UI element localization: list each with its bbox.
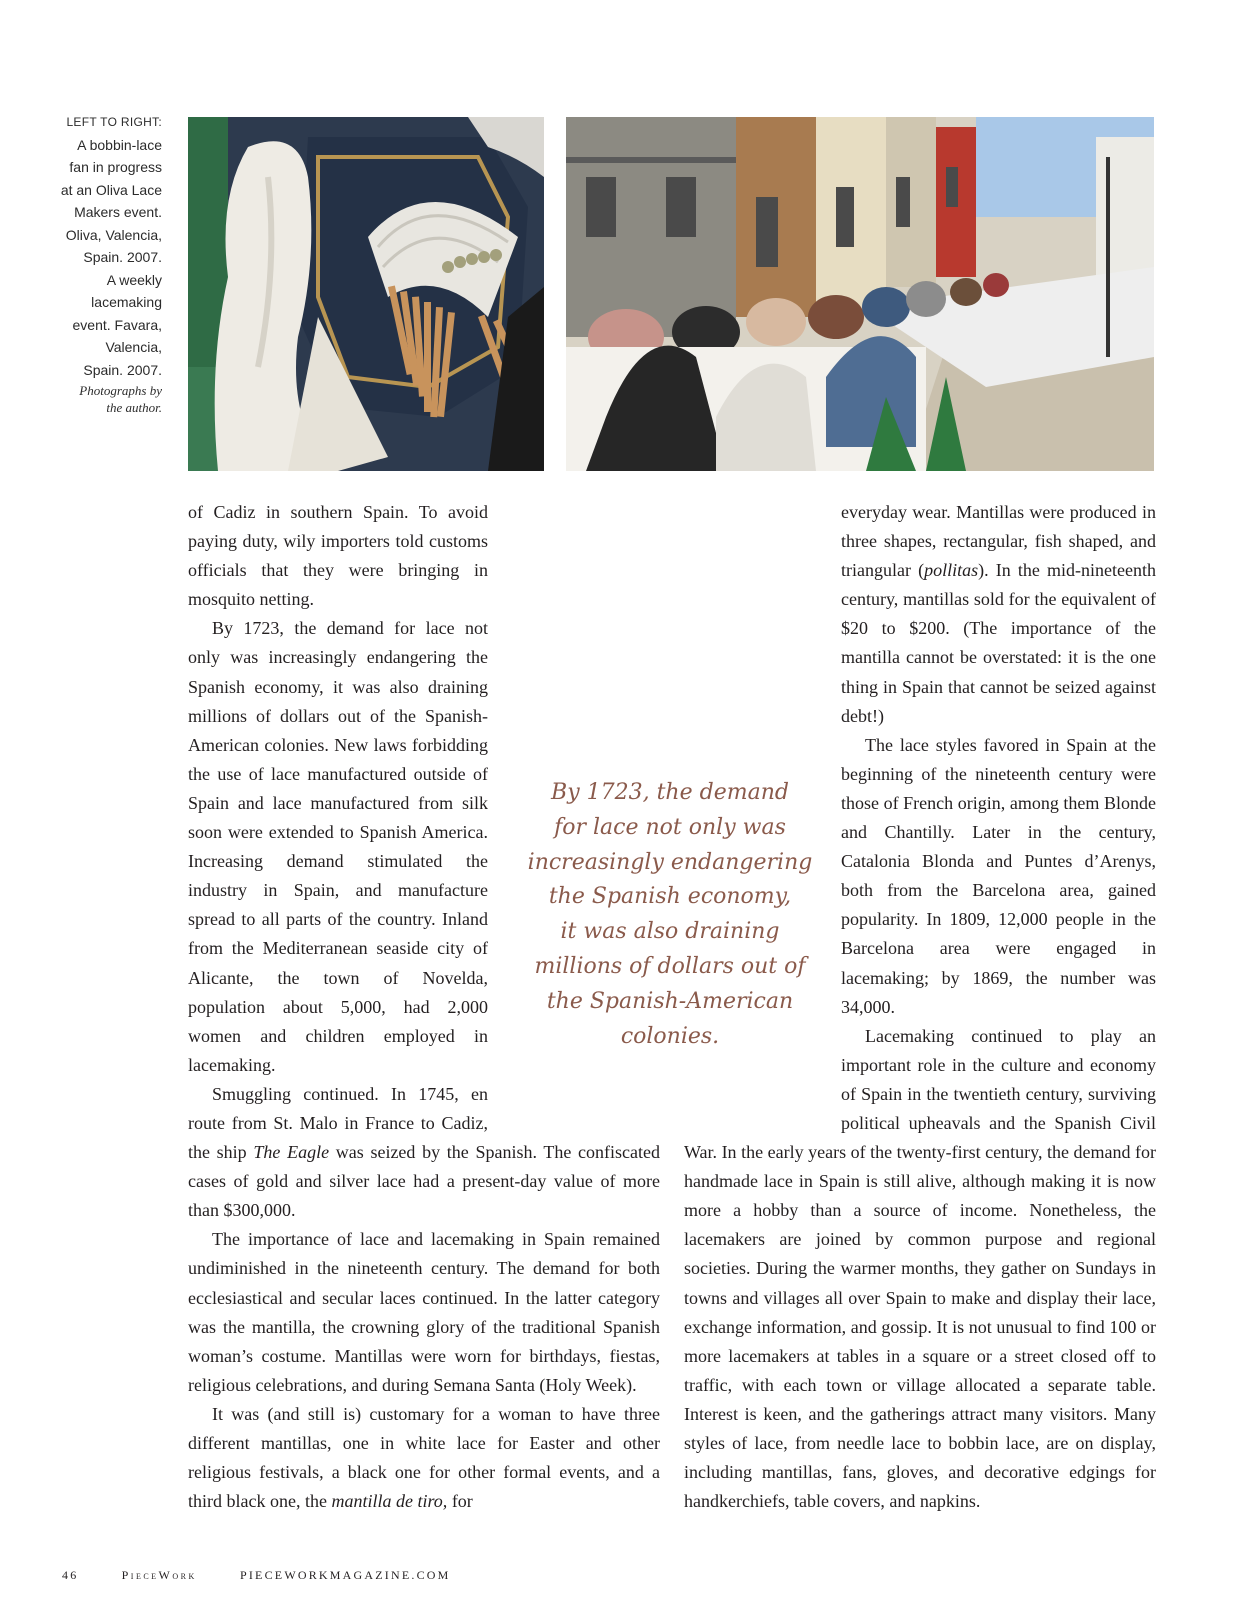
paragraph-text: ). In the mid-nineteenth century, mantillas sold for the equivalent of $20 to $200. (The importance of the mantilla cannot be overstated: it is the one thing in Spain that cannot be seized against debt!) xyxy=(841,560,1156,726)
caption-line: Makers event. xyxy=(74,204,162,220)
pull-quote-line: it was also draining xyxy=(560,919,780,945)
caption-heading: LEFT TO RIGHT: xyxy=(66,115,162,129)
paragraph: Lacemaking continued to play an important role in the culture and economy of Spain in the twentieth century, surviving political upheavals and the Spanish Civil War. In the early years of the twenty-first century, the demand for handmade lace in Spain is still alive, although making it is now more a hobby than a source of income. Nonetheless, the lacemakers are joined by common purpose and regional societies. During the warmer months, they gather on Sundays in towns and villages all over Spain to make and display their lace, exchange information, and gossip. It is not unusual to find 100 or more lacemakers at tables in a square or a street closed off to traffic, with each town or village allocated a separate table. Interest is keen, and the gatherings attract many visitors. Many styles of lace, from needle lace to bobbin lace, are on display, including mantillas, fans, gloves, and decorative edgings for handkerchiefs, table covers, and napkins. xyxy=(684,1025,1156,1512)
photo-credit xyxy=(40,382,162,416)
pull-quote-line: colonies. xyxy=(620,1023,720,1049)
caption-line: fan in progress xyxy=(69,159,162,175)
paragraph: The importance of lace and lacemaking in Spain remained undiminished in the nineteenth century. The demand for both ecclesiastical and secular laces continued. In the latter category was the mantilla, the crowning glory of the traditional Spanish woman’s costume. Mantillas were worn for birthdays, fiestas, religious celebrations, and during Semana Santa (Holy Week). xyxy=(188,1229,660,1395)
paragraph-text: It was (and still is) customary for a woman to have three different mantillas, one in white lace for Easter and other religious festivals, a black one for other formal events, and a third black one, the xyxy=(188,1403,660,1512)
caption-line: event. Favara, xyxy=(72,316,162,333)
ship-name: The Eagle xyxy=(253,1142,330,1163)
photo-caption xyxy=(40,110,162,416)
paragraph: The lace styles favored in Spain at the beginning of the nineteenth century were those of French origin, among them Blonde and Chantilly. Later in the century, Catalonia Blonda and Puntes d’Arenys, both from the Barcelona area, gained popularity. In 1809, 12,000 people in the Barcelona area were engaged in lacemaking; by 1869, the number was 34,000. xyxy=(841,734,1156,1017)
article-column-left xyxy=(188,498,660,1516)
photo-street-lacemaking-event xyxy=(566,117,1154,471)
caption-line: Spain. 2007. xyxy=(83,361,162,378)
italic-term: mantilla de tiro, xyxy=(331,1491,448,1512)
paragraph xyxy=(188,1400,660,1516)
paragraph xyxy=(684,498,1156,731)
caption-line: A weekly xyxy=(106,271,162,288)
page-footer xyxy=(62,1568,489,1583)
pull-quote-line: the Spanish economy, xyxy=(548,884,792,910)
italic-term: pollitas xyxy=(924,560,979,581)
pull-quote-line: By 1723, the demand xyxy=(551,780,789,805)
pull-quote-gap xyxy=(684,729,841,1109)
caption-line: Spain. 2007. xyxy=(83,249,162,265)
paragraph: By 1723, the demand for lace not only was increasingly endangering the Spanish economy, it was also draining millions of dollars out of the Spanish-American colonies. New laws forbidding the use of lace manufactured outside of Spain and lace manufactured from silk soon were extended to Spanish America. Increasing demand stimulated the industry in Spain, and manufacture spread to all parts of the country. Inland from the Mediterranean seaside city of Alicante, the town of Novelda, population about 5,000, had 2,000 women and children employed in lacemaking. xyxy=(188,618,488,1075)
credit-line: the author. xyxy=(106,400,162,415)
photo-bobbin-lace-fan xyxy=(188,117,544,471)
pull-quote-line: millions of dollars out of xyxy=(534,953,806,979)
caption-line: A bobbin-lace xyxy=(77,136,162,153)
magazine-name: PieceWork xyxy=(121,1568,197,1582)
paragraph-text: was seized by the Spanish. The confiscated cases of gold and silver lace had a present-day value of more than $300,000. xyxy=(188,1142,660,1221)
caption-line: at an Oliva Lace xyxy=(60,181,162,198)
page-number: 46 xyxy=(62,1568,79,1582)
caption-line: lacemaking xyxy=(91,294,162,310)
credit-line: Photographs by xyxy=(79,383,162,398)
paragraph: of Cadiz in southern Spain. To avoid paying duty, wily importers told customs officials that they were bringing in mosquito netting. xyxy=(188,502,488,610)
pull-quote-line: for lace not only was xyxy=(554,814,786,840)
paragraph-text: for xyxy=(447,1491,473,1512)
paragraph-text: everyday wear. Mantillas were produced in three shapes, rectangular, fish shaped, and triangular ( xyxy=(841,502,1156,581)
website-url: PIECEWORKMAGAZINE.COM xyxy=(239,1568,451,1582)
pull-quote-line: the Spanish-American xyxy=(546,988,794,1014)
paragraph-text: Smuggling continued. In 1745, en route from St. Malo in France to Cadiz, the ship xyxy=(188,1083,488,1163)
pull-quote-line: increasingly endangering xyxy=(527,849,813,875)
caption-line: Oliva, Valencia, xyxy=(65,226,162,243)
caption-line: Valencia, xyxy=(105,339,162,355)
pull-quote-gap xyxy=(488,728,660,1112)
article-column-right xyxy=(684,498,1156,1516)
